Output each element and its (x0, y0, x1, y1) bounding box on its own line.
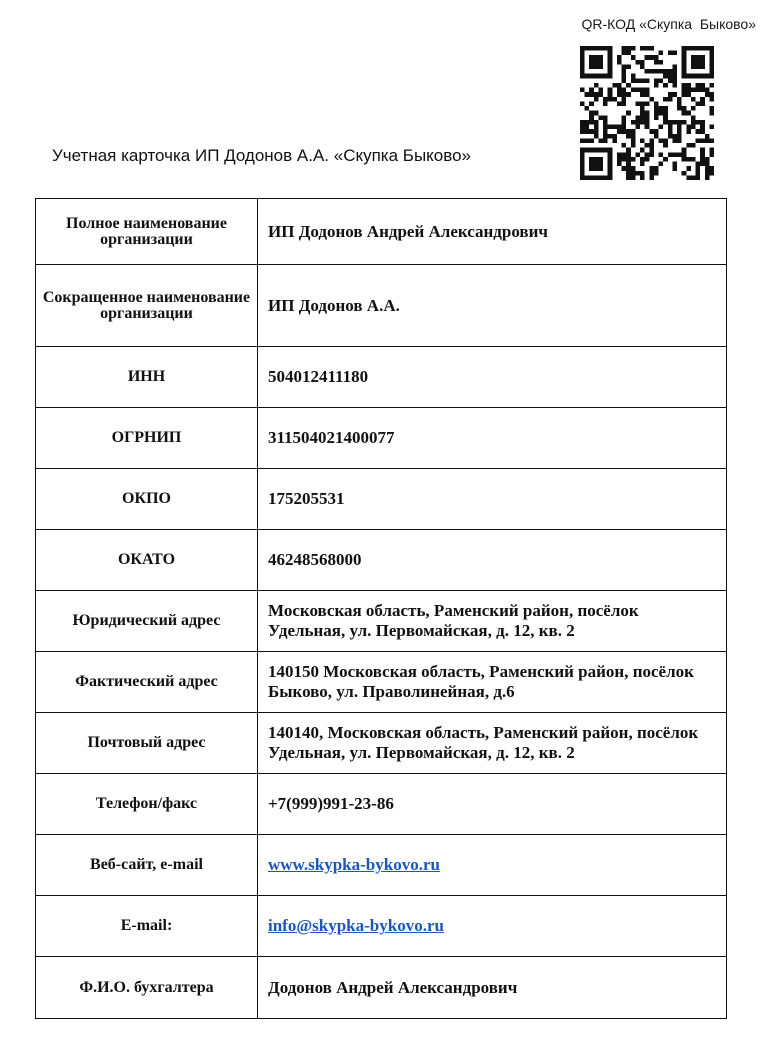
row-value: 504012411180 (258, 347, 727, 408)
row-value: Додонов Андрей Александрович (258, 957, 727, 1019)
table-row (36, 469, 727, 530)
website-link[interactable]: www.skypka-bykovo.ru (268, 855, 440, 874)
row-value: ИП Додонов А.А. (258, 265, 727, 347)
table-row (36, 835, 727, 896)
table-row (36, 265, 727, 347)
email-link[interactable]: info@skypka-bykovo.ru (268, 916, 444, 935)
table-row (36, 713, 727, 774)
table-row (36, 199, 727, 265)
row-value: +7(999)991-23-86 (258, 774, 727, 835)
row-label: Юридический адрес (36, 591, 258, 652)
table-row (36, 774, 727, 835)
row-value: ИП Додонов Андрей Александрович (258, 199, 727, 265)
row-label: Сокращенное наименование организации (36, 265, 258, 347)
table-row (36, 957, 727, 1019)
table-row (36, 408, 727, 469)
row-label: ОКАТО (36, 530, 258, 591)
row-label: ОГРНИП (36, 408, 258, 469)
row-value: 46248568000 (258, 530, 727, 591)
row-label: Полное наименование организации (36, 199, 258, 265)
row-value: 311504021400077 (258, 408, 727, 469)
table-row (36, 591, 727, 652)
row-label: Почтовый адрес (36, 713, 258, 774)
table-row (36, 652, 727, 713)
table-row (36, 896, 727, 957)
row-label: Телефон/факс (36, 774, 258, 835)
table-row (36, 530, 727, 591)
row-label: Ф.И.О. бухгалтера (36, 957, 258, 1019)
row-value: 140140, Московская область, Раменский район, посёлок Удельная, ул. Первомайская, д. 12, кв. 2 (258, 713, 727, 774)
row-label: Фактический адрес (36, 652, 258, 713)
row-label: Веб-сайт, e-mail (36, 835, 258, 896)
row-value: Московская область, Раменский район, посёлок Удельная, ул. Первомайская, д. 12, кв. 2 (258, 591, 727, 652)
card-title: Учетная карточка ИП Додонов А.А. «Скупка Быково» (52, 146, 471, 165)
row-value: 140150 Московская область, Раменский район, посёлок Быково, ул. Праволинейная, д.6 (258, 652, 727, 713)
qr-code-image (580, 46, 714, 180)
row-label: E-mail: (36, 896, 258, 957)
row-label: ИНН (36, 347, 258, 408)
qr-caption: QR-КОД «Скупка Быково» (581, 16, 756, 32)
table-row (36, 347, 727, 408)
details-table (35, 198, 727, 1019)
row-label: ОКПО (36, 469, 258, 530)
row-value: 175205531 (258, 469, 727, 530)
